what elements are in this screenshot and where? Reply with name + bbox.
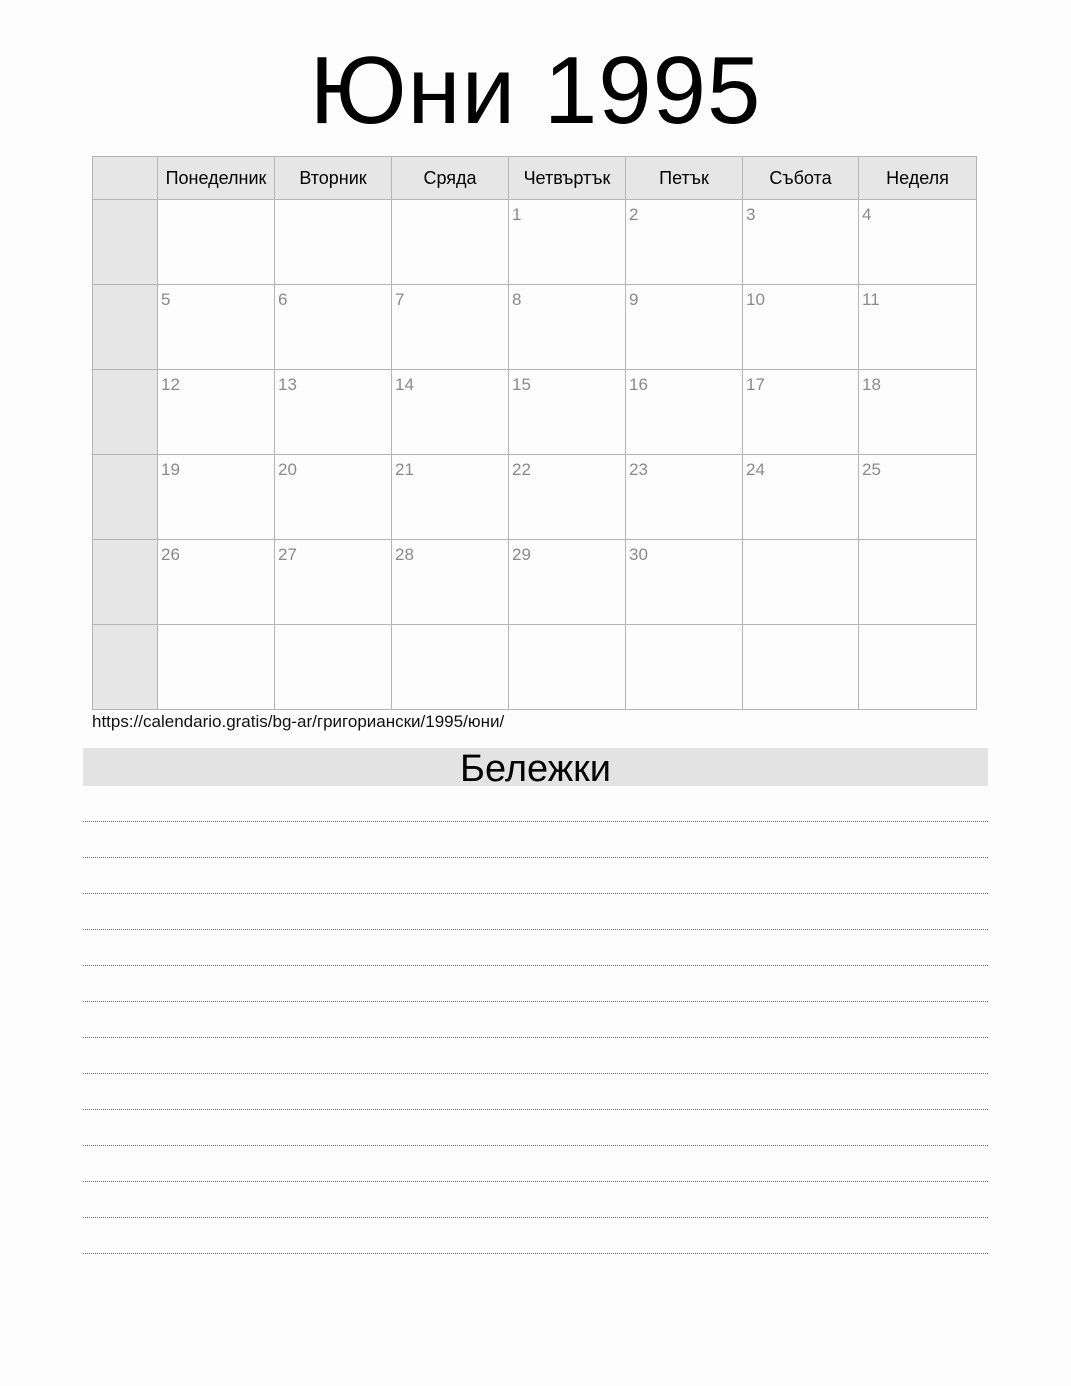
day-cell[interactable]: [158, 625, 275, 710]
day-number: 7: [395, 290, 405, 309]
weekday-header: Четвъртък: [509, 157, 626, 200]
week-number-cell: [93, 370, 158, 455]
day-cell[interactable]: [158, 540, 275, 625]
notes-line[interactable]: [83, 1218, 988, 1254]
day-number: 28: [395, 545, 414, 564]
day-cell[interactable]: [509, 285, 626, 370]
calendar-grid: [92, 156, 977, 710]
day-cell[interactable]: [275, 285, 392, 370]
day-number: 15: [512, 375, 531, 394]
day-number: 9: [629, 290, 639, 309]
day-cell[interactable]: [626, 455, 743, 540]
day-cell[interactable]: [509, 370, 626, 455]
notes-line[interactable]: [83, 930, 988, 966]
day-number: 14: [395, 375, 414, 394]
day-number: 13: [278, 375, 297, 394]
day-number: 16: [629, 375, 648, 394]
day-number: 30: [629, 545, 648, 564]
notes-line[interactable]: [83, 1110, 988, 1146]
weekday-header-row: [93, 157, 977, 200]
day-cell[interactable]: [859, 455, 977, 540]
day-number: 1: [512, 205, 522, 224]
day-number: [626, 625, 742, 630]
day-number: [859, 625, 976, 630]
day-cell[interactable]: [859, 540, 977, 625]
day-cell[interactable]: [392, 285, 509, 370]
day-cell[interactable]: [743, 370, 859, 455]
day-cell[interactable]: [392, 625, 509, 710]
day-cell[interactable]: [743, 625, 859, 710]
day-cell[interactable]: [275, 370, 392, 455]
day-number: 4: [862, 205, 872, 224]
day-cell[interactable]: [275, 200, 392, 285]
day-cell[interactable]: [626, 540, 743, 625]
notes-line[interactable]: [83, 1002, 988, 1038]
weekday-header: Неделя: [859, 157, 977, 200]
page-title: Юни 1995: [309, 37, 762, 144]
day-number: [158, 200, 274, 205]
day-number: 19: [161, 460, 180, 479]
day-cell[interactable]: [743, 285, 859, 370]
day-number: [859, 540, 976, 545]
notes-line[interactable]: [83, 1182, 988, 1218]
day-number: 11: [862, 290, 880, 309]
day-number: 23: [629, 460, 648, 479]
day-cell[interactable]: [275, 625, 392, 710]
day-number: 22: [512, 460, 531, 479]
day-number: [392, 200, 508, 205]
week-number-header: [93, 157, 158, 200]
day-number: 27: [278, 545, 297, 564]
day-cell[interactable]: [392, 540, 509, 625]
day-number: 6: [278, 290, 288, 309]
week-number-cell: [93, 455, 158, 540]
notes-heading: Бележки: [83, 748, 988, 786]
notes-line[interactable]: [83, 786, 988, 822]
day-number: 12: [161, 375, 180, 394]
day-cell[interactable]: [859, 285, 977, 370]
day-number: 5: [161, 290, 171, 309]
day-number: 26: [161, 545, 180, 564]
day-cell[interactable]: [626, 370, 743, 455]
day-cell[interactable]: [509, 540, 626, 625]
day-number: 10: [746, 290, 765, 309]
weekday-header: Сряда: [392, 157, 509, 200]
day-number: 17: [746, 375, 765, 394]
notes-lines[interactable]: [83, 786, 988, 1254]
calendar-body: [93, 200, 977, 710]
notes-line[interactable]: [83, 1038, 988, 1074]
day-number: 25: [862, 460, 881, 479]
calendar-week-row: [93, 370, 977, 455]
day-cell[interactable]: [859, 625, 977, 710]
weekday-header: Събота: [743, 157, 859, 200]
week-number-cell: [93, 540, 158, 625]
day-cell[interactable]: [509, 455, 626, 540]
day-cell[interactable]: [859, 370, 977, 455]
day-number: 24: [746, 460, 765, 479]
day-cell[interactable]: [626, 285, 743, 370]
source-url: https://calendario.gratis/bg-ar/григориански/1995/юни/: [92, 712, 505, 731]
day-cell[interactable]: [743, 540, 859, 625]
day-cell[interactable]: [158, 200, 275, 285]
notes-line[interactable]: [83, 1074, 988, 1110]
notes-line[interactable]: [83, 966, 988, 1002]
day-cell[interactable]: [859, 200, 977, 285]
day-number: 18: [862, 375, 881, 394]
weekday-header: Понеделник: [158, 157, 275, 200]
day-number: [509, 625, 625, 630]
notes-line[interactable]: [83, 894, 988, 930]
day-number: [743, 625, 858, 630]
day-number: [743, 540, 858, 545]
week-number-cell: [93, 625, 158, 710]
weekday-header: Вторник: [275, 157, 392, 200]
calendar-week-row: [93, 540, 977, 625]
day-cell[interactable]: [392, 200, 509, 285]
day-number: [275, 625, 391, 630]
day-cell[interactable]: [509, 625, 626, 710]
notes-line[interactable]: [83, 822, 988, 858]
day-number: 20: [278, 460, 297, 479]
weekday-header: Петък: [626, 157, 743, 200]
day-cell[interactable]: [626, 200, 743, 285]
calendar-week-row: [93, 455, 977, 540]
day-number: [275, 200, 391, 205]
day-number: 8: [512, 290, 522, 309]
day-cell[interactable]: [158, 285, 275, 370]
day-cell[interactable]: [158, 370, 275, 455]
day-cell[interactable]: [743, 455, 859, 540]
day-cell[interactable]: [158, 455, 275, 540]
day-cell[interactable]: [509, 200, 626, 285]
week-number-cell: [93, 285, 158, 370]
day-cell[interactable]: [275, 540, 392, 625]
calendar-week-row: [93, 285, 977, 370]
calendar-week-row: [93, 200, 977, 285]
day-cell[interactable]: [275, 455, 392, 540]
week-number-cell: [93, 200, 158, 285]
day-cell[interactable]: [743, 200, 859, 285]
day-number: [158, 625, 274, 630]
day-number: 3: [746, 205, 756, 224]
day-number: 29: [512, 545, 531, 564]
day-number: [392, 625, 508, 630]
notes-line[interactable]: [83, 858, 988, 894]
notes-line[interactable]: [83, 1146, 988, 1182]
calendar-week-row: [93, 625, 977, 710]
day-cell[interactable]: [392, 370, 509, 455]
day-cell[interactable]: [626, 625, 743, 710]
day-cell[interactable]: [392, 455, 509, 540]
day-number: 21: [395, 460, 414, 479]
day-number: 2: [629, 205, 639, 224]
